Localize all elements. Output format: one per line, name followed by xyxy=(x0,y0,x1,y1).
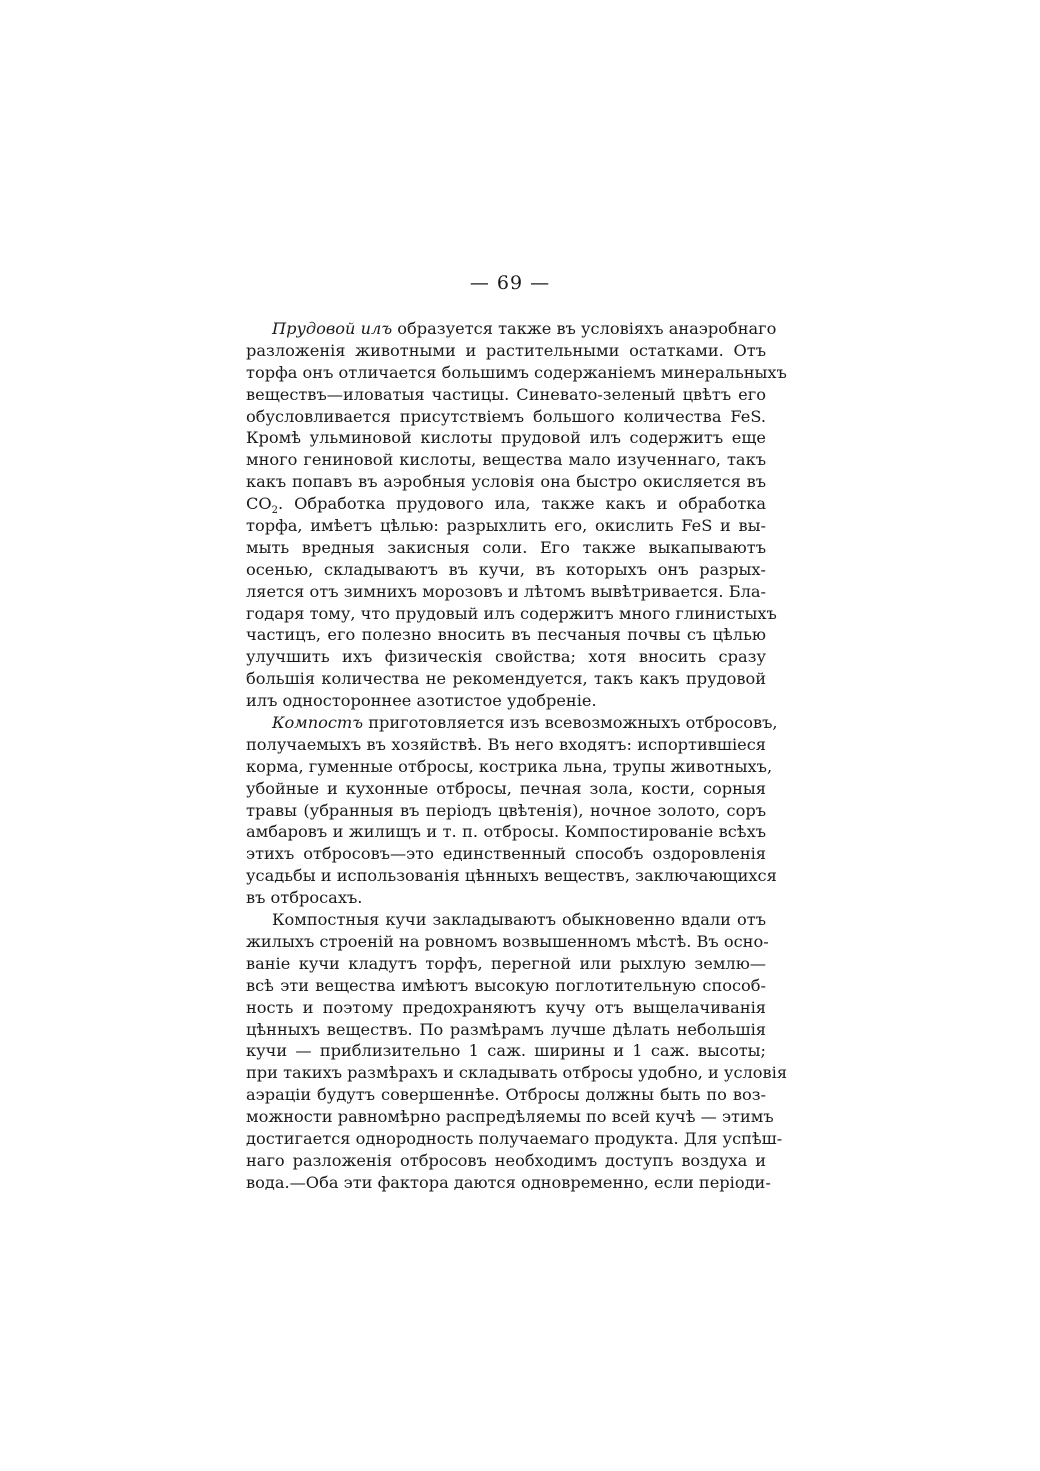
line-text: усадьбы и использованія цѣнныхъ веществъ, заключающихся xyxy=(246,866,777,886)
line-text: ность и поэтому предохраняютъ кучу отъ выщелачиванія xyxy=(246,997,766,1017)
line-text: разложенія животными и растительными остатками. Отъ xyxy=(246,340,766,360)
text-line xyxy=(246,997,766,1019)
line-text: достигается однородность получаемаго продукта. Для успѣш- xyxy=(246,1128,783,1148)
text-line xyxy=(246,318,777,340)
text-line xyxy=(246,778,766,800)
body-text xyxy=(246,318,788,1194)
text-line xyxy=(246,1106,774,1128)
text-line xyxy=(246,559,766,581)
line-text: какъ попавъ въ аэробныя условія она быстро окисляется въ xyxy=(246,472,766,492)
line-text: осенью, складываютъ въ кучи, въ которыхъ онъ разрых- xyxy=(246,559,766,579)
text-line xyxy=(246,406,766,428)
line-text: торфа онъ отличается большимъ содержаніемъ минеральныхъ xyxy=(246,362,787,382)
text-line xyxy=(246,362,787,384)
line-text: кучи — приблизительно 1 саж. ширины и 1 саж. высоты; xyxy=(246,1041,766,1061)
text-line xyxy=(246,581,766,603)
text-line xyxy=(246,603,777,625)
italic-term: Компостъ xyxy=(272,713,364,733)
line-text: цѣнныхъ веществъ. По размѣрамъ лучше дѣлать небольшія xyxy=(246,1019,766,1039)
line-text: илъ одностороннее азотистое удобреніе. xyxy=(246,691,597,711)
line-text: . Обработка прудового ила, также какъ и обработка xyxy=(278,494,766,514)
text-line xyxy=(246,515,766,537)
text-line xyxy=(246,1019,766,1041)
text-line xyxy=(246,953,766,975)
text-line xyxy=(246,1062,788,1084)
text-line xyxy=(246,646,766,668)
italic-term: Прудовой илъ xyxy=(272,319,393,338)
line-text: этихъ отбросовъ—это единственный способъ оздоровленія xyxy=(246,844,766,864)
line-text: образуется также въ условіяхъ анаэробнаго xyxy=(392,319,777,338)
line-text: ваніе кучи кладутъ торфъ, перегной или рыхлую землю— xyxy=(246,953,766,973)
text-line xyxy=(246,537,766,559)
text-line xyxy=(246,931,769,953)
text-line xyxy=(246,471,766,493)
line-text: веществъ—иловатыя частицы. Синевато-зеленый цвѣтъ его xyxy=(246,384,766,404)
line-text: Кромѣ ульминовой кислоты прудовой илъ содержитъ еще xyxy=(246,428,766,448)
text-line xyxy=(246,668,766,690)
formula-subscript: 2 xyxy=(271,505,279,517)
line-text: всѣ эти вещества имѣютъ высокую поглотительную способ- xyxy=(246,975,766,995)
line-text: большія количества не рекомендуется, такъ какъ прудовой xyxy=(246,669,766,689)
line-text: получаемыхъ въ хозяйствѣ. Въ него входятъ: испортившіеся xyxy=(246,734,766,754)
paragraph xyxy=(246,318,787,712)
line-text: амбаровъ и жилищъ и т. п. отбросы. Компостированіе всѣхъ xyxy=(246,822,766,842)
text-line xyxy=(246,734,766,756)
text-line xyxy=(246,865,777,887)
line-text: наго разложенія отбросовъ необходимъ доступъ воздуха и xyxy=(246,1150,766,1170)
line-text: обусловливается присутствіемъ большого количества FeS. xyxy=(246,406,766,426)
text-line xyxy=(246,712,778,734)
line-text: аэраціи будутъ совершеннѣе. Отбросы должны быть по воз- xyxy=(246,1085,766,1105)
text-line xyxy=(246,975,766,997)
text-line xyxy=(246,1128,783,1150)
text-line xyxy=(246,800,766,822)
line-text: приготовляется изъ всевозможныхъ отбросовъ, xyxy=(363,713,778,733)
text-line xyxy=(246,1084,766,1106)
text-line xyxy=(246,1040,766,1062)
line-text: торфа, имѣетъ цѣлью: разрыхлить его, окислить FeS и вы- xyxy=(246,516,766,536)
text-line xyxy=(246,384,766,406)
line-text: частицъ, его полезно вносить въ песчаныя почвы съ цѣлью xyxy=(246,625,766,645)
line-text: корма, гуменные отбросы, кострика льна, трупы животныхъ, xyxy=(246,756,773,776)
line-text: въ отбросахъ. xyxy=(246,888,363,908)
line-text: убойные и кухонные отбросы, печная зола, кости, сорныя xyxy=(246,778,766,798)
line-text: можности равномѣрно распредѣляемы по всей кучѣ — этимъ xyxy=(246,1107,774,1127)
line-text: травы (убранныя въ періодъ цвѣтенія), ночное золото, соръ xyxy=(246,800,766,820)
paragraph xyxy=(246,909,788,1194)
text-line xyxy=(246,909,766,931)
text-line xyxy=(246,624,766,646)
page-number: — 69 — xyxy=(469,272,551,294)
text-line xyxy=(246,821,766,843)
formula-text: CO xyxy=(246,494,272,514)
line-text: мыть вредныя закисныя соли. Его также выкапываютъ xyxy=(246,537,766,557)
text-line xyxy=(246,843,766,865)
text-line xyxy=(246,690,766,712)
line-text: вода.—Оба эти фактора даются одновременно, если періоди- xyxy=(246,1172,771,1192)
line-text: много гениновой кислоты, вещества мало изученнаго, такъ xyxy=(246,450,766,470)
text-line xyxy=(246,1150,766,1172)
line-text: улучшить ихъ физическія свойства; хотя вносить сразу xyxy=(246,647,766,667)
line-text: годаря тому, что прудовый илъ содержитъ много глинистыхъ xyxy=(246,603,777,623)
text-line xyxy=(246,427,766,449)
text-line xyxy=(246,493,766,515)
text-line xyxy=(246,756,773,778)
paragraph xyxy=(246,712,778,909)
text-line xyxy=(246,340,766,362)
text-line xyxy=(246,1172,771,1194)
text-line xyxy=(246,449,766,471)
line-text: ляется отъ зимнихъ морозовъ и лѣтомъ вывѣтривается. Бла- xyxy=(246,581,766,601)
text-line xyxy=(246,887,766,909)
line-text: жилыхъ строеній на ровномъ возвышенномъ мѣстѣ. Въ осно- xyxy=(246,931,769,951)
line-text: Компостныя кучи закладываютъ обыкновенно вдали отъ xyxy=(272,910,766,930)
line-text: при такихъ размѣрахъ и складывать отбросы удобно, и условія xyxy=(246,1063,788,1083)
